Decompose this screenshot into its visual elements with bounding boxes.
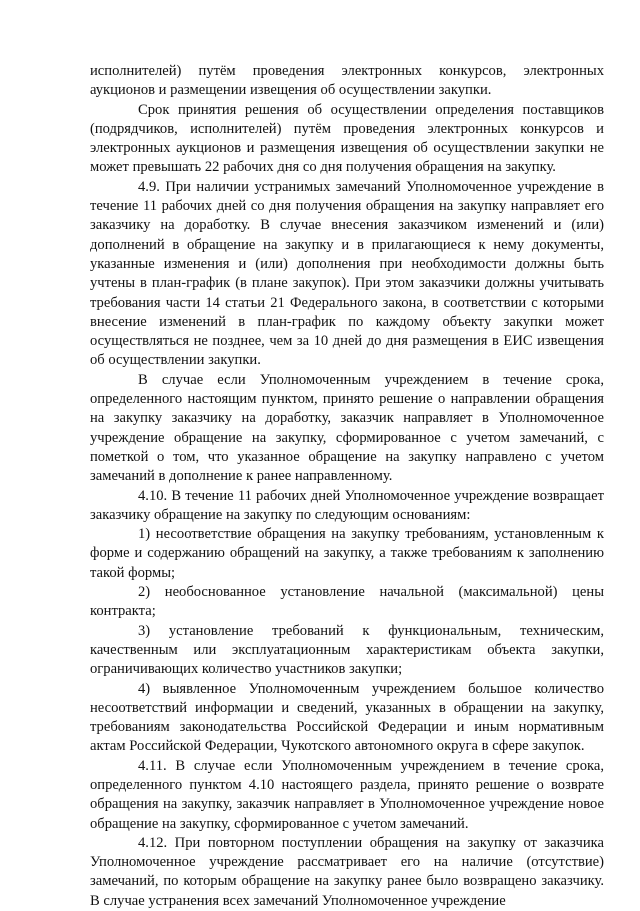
list-item-4-10-3: 3) установление требований к функциональным, техническим, качественным или эксплуатационным характеристикам объекта закупки, ограничивающих количество участников закупки; — [90, 622, 604, 678]
paragraph-4-11: 4.11. В случае если Уполномоченным учреждением в течение срока, определенного пунктом 4.10 настоящего раздела, принято решение о возврате обращения на закупку, заказчик направляет в Уполномоченное учреждение новое обращение на закупку, сформированное с учетом замечаний. — [90, 757, 604, 832]
document-page — [90, 62, 604, 911]
paragraph-4-10: 4.10. В течение 11 рабочих дней Уполномоченное учреждение возвращает заказчику обращение на закупку по следующим основаниям: — [90, 487, 604, 523]
paragraph-4-12: 4.12. При повторном поступлении обращения на закупку от заказчика Уполномоченное учреждение рассматривает его на наличие (отсутствие) замечаний, по которым обращение на закупку ранее было возвращено заказчику. В случае устранения всех замечаний Уполномоченное учреждение — [90, 834, 604, 909]
paragraph-continuation: исполнителей) путём проведения электронных конкурсов, электронных аукционов и размещении извещения об осуществлении закупки. — [90, 63, 604, 99]
paragraph-4-9: 4.9. При наличии устранимых замечаний Уполномоченное учреждение в течение 11 рабочих дней со дня получения обращения на закупку направляет его заказчику на доработку. В случае внесения заказчиком изменений и (или) дополнений в обращение на закупку и в прилагающиеся к нему документы, указанные изменения и (или) дополнения при необходимости должны быть учтены в план-график (в плане закупок). При этом заказчики должны учитывать требования части 14 статьи 21 Федерального закона, в соответствии с которыми внесение изменений в план-график по каждому объекту закупки может осуществляться не позднее, чем за 10 дней до дня размещения в ЕИС извещения об осуществлении закупки. — [90, 178, 604, 369]
list-item-4-10-1: 1) несоответствие обращения на закупку требованиям, установленным к форме и содержанию обращений на закупку, а также требованиям к заполнению такой формы; — [90, 526, 604, 581]
list-item-4-10-4: 4) выявленное Уполномоченным учреждением большое количество несоответствий информации и сведений, указанных в обращении на закупку, требованиям законодательства Российской Федерации и иным нормативным актам Российской Федерации, Чукотского автономного округа в сфере закупок. — [90, 680, 604, 755]
paragraph-4-9-revision: В случае если Уполномоченным учреждением в течение срока, определенного настоящим пунктом, принято решение о направлении обращения на закупку заказчику на доработку, заказчик направляет в Уполномоченное учреждение обращение на закупку, сформированное с учетом замечаний, с пометкой о том, что указанное обращение на закупку направлено с учетом замечаний в дополнение к ранее направленному. — [90, 371, 604, 485]
list-item-4-10-2: 2) необоснованное установление начальной (максимальной) цены контракта; — [90, 584, 604, 620]
paragraph-decision-deadline: Срок принятия решения об осуществлении определения поставщиков (подрядчиков, исполнителей) путём проведения электронных конкурсов и электронных аукционов и размещения извещения об осуществлении закупки не может превышать 22 рабочих дня со дня получения обращения на закупку. — [90, 101, 604, 176]
